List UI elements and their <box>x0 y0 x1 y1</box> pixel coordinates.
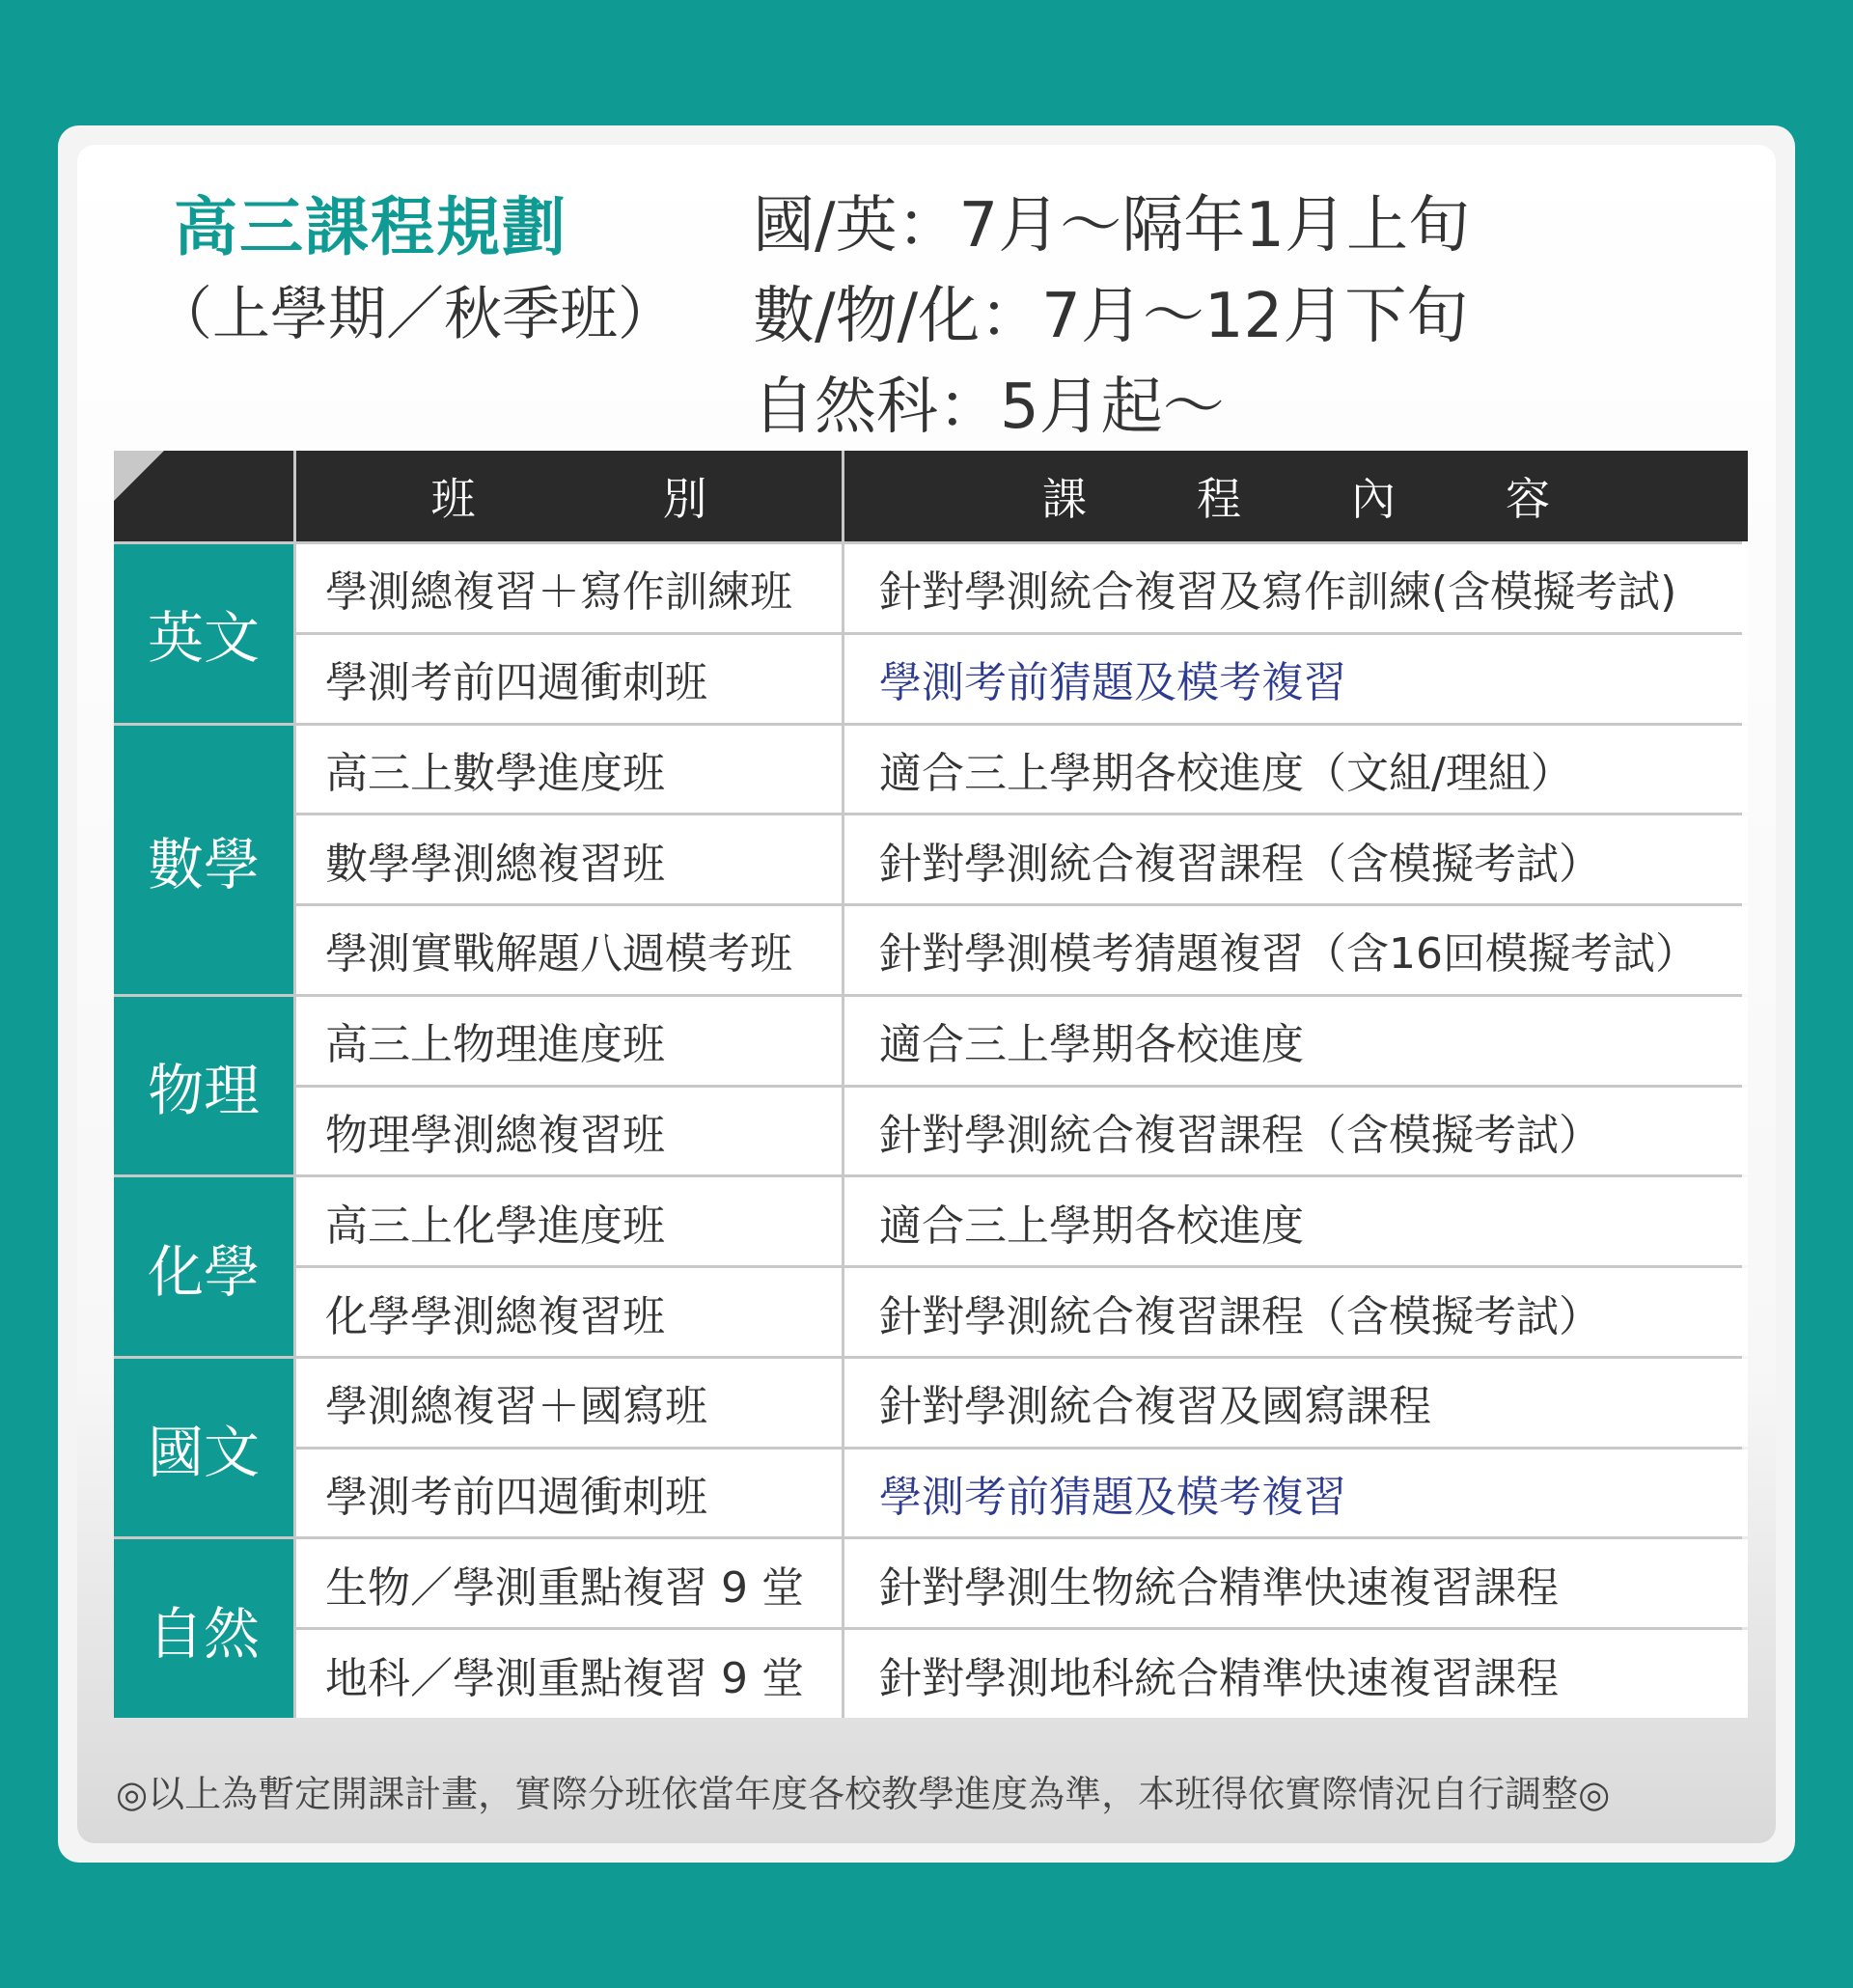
course-content: 針對學測統合複習課程（含模擬考試） <box>844 1268 1748 1356</box>
footer-note: ◎以上為暫定開課計畫，實際分班依當年度各校教學進度為準，本班得依實際情況自行調整◎ <box>116 1773 1611 1815</box>
header-class: 班 別 <box>296 451 842 541</box>
course-name: 高三上化學進度班 <box>296 1177 842 1265</box>
header-content: 課 程 內 容 <box>844 451 1748 541</box>
course-content: 學測考前猜題及模考複習 <box>844 635 1748 723</box>
table-corner <box>114 451 293 541</box>
subject-chemistry: 化學 <box>114 1177 293 1356</box>
course-content: 學測考前猜題及模考複習 <box>844 1450 1748 1537</box>
subject-physics: 物理 <box>114 997 293 1175</box>
course-table <box>114 451 1742 1718</box>
course-name: 高三上物理進度班 <box>296 997 842 1085</box>
course-content: 針對學測統合複習課程（含模擬考試） <box>844 815 1748 903</box>
course-name: 學測總複習＋國寫班 <box>296 1359 842 1447</box>
schedule-line-3: 自然科：5月起～ <box>753 372 1225 443</box>
course-name: 生物／學測重點複習 9 堂 <box>296 1539 842 1627</box>
course-name: 學測總複習＋寫作訓練班 <box>296 544 842 632</box>
course-content: 針對學測模考猜題複習（含16回模擬考試） <box>844 906 1748 994</box>
course-name: 化學學測總複習班 <box>296 1268 842 1356</box>
course-name: 學測考前四週衝刺班 <box>296 1450 842 1537</box>
subject-chinese: 國文 <box>114 1359 293 1537</box>
course-name: 數學學測總複習班 <box>296 815 842 903</box>
subject-science: 自然 <box>114 1539 293 1718</box>
subject-english: 英文 <box>114 544 293 723</box>
course-content: 針對學測統合複習課程（含模擬考試） <box>844 1088 1748 1175</box>
course-content: 針對學測生物統合精準快速複習課程 <box>844 1539 1748 1627</box>
course-content: 適合三上學期各校進度 <box>844 997 1748 1085</box>
course-name: 物理學測總複習班 <box>296 1088 842 1175</box>
course-content: 適合三上學期各校進度 <box>844 1177 1748 1265</box>
schedule-line-2: 數/物/化：7月～12月下旬 <box>753 281 1469 352</box>
course-content: 針對學測統合複習及國寫課程 <box>844 1359 1748 1447</box>
course-content: 適合三上學期各校進度（文組/理組） <box>844 726 1748 814</box>
course-content: 針對學測地科統合精準快速複習課程 <box>844 1630 1748 1718</box>
course-name: 學測考前四週衝刺班 <box>296 635 842 723</box>
course-name: 地科／學測重點複習 9 堂 <box>296 1630 842 1718</box>
schedule-line-1: 國/英：7月～隔年1月上旬 <box>753 190 1470 262</box>
page-subtitle: （上學期／秋季班） <box>154 281 676 348</box>
subject-math: 數學 <box>114 726 293 994</box>
page-title: 高三課程規劃 <box>174 190 567 264</box>
course-name: 學測實戰解題八週模考班 <box>296 906 842 994</box>
course-name: 高三上數學進度班 <box>296 726 842 814</box>
course-content: 針對學測統合複習及寫作訓練(含模擬考試) <box>844 544 1748 632</box>
